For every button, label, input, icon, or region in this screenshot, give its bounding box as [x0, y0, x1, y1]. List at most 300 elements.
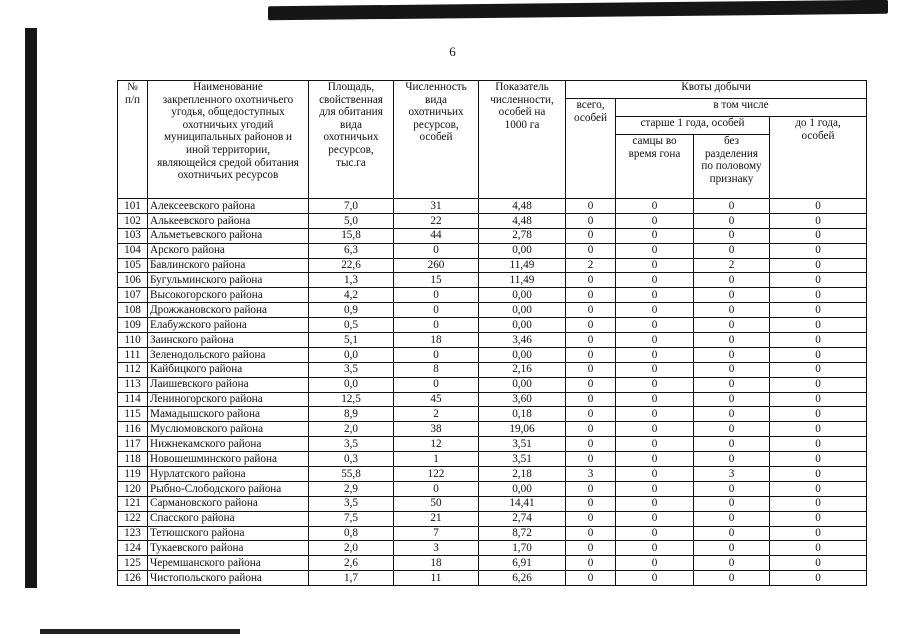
table-row	[118, 481, 867, 496]
quota-young: 0	[770, 213, 867, 228]
header-density	[479, 81, 566, 199]
header-line: особей на	[498, 106, 546, 119]
header-line: охотничьих ресурсов	[177, 169, 279, 182]
header-line: охотничьих	[323, 131, 379, 144]
quota-no-sex: 0	[694, 496, 770, 511]
quota-males: 0	[616, 481, 694, 496]
population-count: 38	[394, 422, 479, 437]
row-number: 123	[118, 526, 148, 541]
quota-young: 0	[770, 526, 867, 541]
population-count: 18	[394, 333, 479, 348]
quota-young: 0	[770, 556, 867, 571]
quota-males: 0	[616, 243, 694, 258]
table-row	[118, 511, 867, 526]
density-value: 4,48	[479, 213, 566, 228]
scan-edge-bottom	[40, 629, 240, 634]
quota-no-sex: 0	[694, 392, 770, 407]
row-number: 102	[118, 213, 148, 228]
quota-young: 0	[770, 288, 867, 303]
quota-no-sex: 0	[694, 452, 770, 467]
header-line: для обитания	[319, 106, 383, 119]
header-count	[394, 81, 479, 199]
table-row	[118, 243, 867, 258]
quota-males: 0	[616, 556, 694, 571]
quota-total: 0	[566, 496, 616, 511]
table-row	[118, 541, 867, 556]
row-number: 118	[118, 452, 148, 467]
table-row	[118, 199, 867, 214]
quota-total: 0	[566, 407, 616, 422]
quota-young: 0	[770, 511, 867, 526]
district-name: Алькеевского района	[148, 213, 309, 228]
header-line: угодья, общедоступных	[171, 106, 285, 119]
density-value: 2,16	[479, 362, 566, 377]
quota-total: 0	[566, 571, 616, 586]
area-value: 7,0	[309, 199, 394, 214]
population-count: 0	[394, 377, 479, 392]
quota-males: 0	[616, 407, 694, 422]
table-row	[118, 377, 867, 392]
district-name: Тетюшского района	[148, 526, 309, 541]
header-line: всего,	[576, 99, 605, 111]
district-name: Сармановского района	[148, 496, 309, 511]
density-value: 0,00	[479, 318, 566, 333]
table-row	[118, 303, 867, 318]
population-count: 260	[394, 258, 479, 273]
header-line: вида	[340, 118, 362, 131]
row-number: 114	[118, 392, 148, 407]
quota-males: 0	[616, 541, 694, 556]
quota-young: 0	[770, 392, 867, 407]
header-line: свойственная	[319, 93, 383, 106]
density-value: 2,18	[479, 467, 566, 482]
area-value: 0,9	[309, 303, 394, 318]
area-value: 2,0	[309, 422, 394, 437]
quota-males: 0	[616, 303, 694, 318]
quota-young: 0	[770, 481, 867, 496]
quota-total: 0	[566, 556, 616, 571]
quota-males: 0	[616, 526, 694, 541]
density-value: 3,51	[479, 437, 566, 452]
population-count: 22	[394, 213, 479, 228]
district-name: Нижнекамского района	[148, 437, 309, 452]
scan-edge-left	[25, 28, 37, 588]
area-value: 6,3	[309, 243, 394, 258]
row-number: 105	[118, 258, 148, 273]
header-line: разделения	[704, 147, 759, 160]
area-value: 0,0	[309, 377, 394, 392]
quota-males: 0	[616, 258, 694, 273]
quota-no-sex: 0	[694, 228, 770, 243]
quota-males: 0	[616, 228, 694, 243]
district-name: Елабужского района	[148, 318, 309, 333]
header-line: Наименование	[193, 81, 263, 93]
quota-males: 0	[616, 199, 694, 214]
header-older: старше 1 года, особей	[616, 117, 770, 135]
header-total	[566, 99, 616, 199]
density-value: 6,26	[479, 571, 566, 586]
header-line: без	[723, 135, 740, 147]
row-number: 115	[118, 407, 148, 422]
row-number: 122	[118, 511, 148, 526]
table-row	[118, 362, 867, 377]
area-value: 0,0	[309, 347, 394, 362]
table-row	[118, 228, 867, 243]
quota-young: 0	[770, 258, 867, 273]
row-number: 120	[118, 481, 148, 496]
quota-young: 0	[770, 541, 867, 556]
quota-no-sex: 0	[694, 199, 770, 214]
district-name: Дрожжановского района	[148, 303, 309, 318]
district-name: Рыбно-Слободского района	[148, 481, 309, 496]
quota-total: 0	[566, 199, 616, 214]
row-number: 109	[118, 318, 148, 333]
population-count: 3	[394, 541, 479, 556]
row-number: 121	[118, 496, 148, 511]
population-count: 15	[394, 273, 479, 288]
quota-males: 0	[616, 288, 694, 303]
district-name: Чистопольского района	[148, 571, 309, 586]
quota-males: 0	[616, 392, 694, 407]
quota-young: 0	[770, 303, 867, 318]
row-number: 103	[118, 228, 148, 243]
quota-total: 0	[566, 392, 616, 407]
density-value: 11,49	[479, 273, 566, 288]
population-count: 11	[394, 571, 479, 586]
quota-young: 0	[770, 437, 867, 452]
population-count: 122	[394, 467, 479, 482]
quota-total: 0	[566, 333, 616, 348]
quota-no-sex: 0	[694, 511, 770, 526]
row-number: 107	[118, 288, 148, 303]
quota-total: 0	[566, 288, 616, 303]
population-count: 2	[394, 407, 479, 422]
density-value: 1,70	[479, 541, 566, 556]
table-row	[118, 213, 867, 228]
table-row	[118, 437, 867, 452]
district-name: Заинского района	[148, 333, 309, 348]
header-including: в том числе	[616, 99, 867, 117]
header-line: признаку	[709, 172, 754, 185]
header-males	[616, 135, 694, 199]
density-value: 3,51	[479, 452, 566, 467]
population-count: 18	[394, 556, 479, 571]
density-value: 3,60	[479, 392, 566, 407]
quota-males: 0	[616, 362, 694, 377]
quota-no-sex: 0	[694, 347, 770, 362]
quota-no-sex: 0	[694, 481, 770, 496]
district-name: Новошешминского района	[148, 452, 309, 467]
quota-total: 0	[566, 422, 616, 437]
quota-young: 0	[770, 496, 867, 511]
table-row	[118, 407, 867, 422]
quota-young: 0	[770, 362, 867, 377]
row-number: 111	[118, 347, 148, 362]
area-value: 0,5	[309, 318, 394, 333]
density-value: 0,00	[479, 243, 566, 258]
header-line: до 1 года,	[795, 117, 841, 129]
quota-young: 0	[770, 377, 867, 392]
quota-no-sex: 3	[694, 467, 770, 482]
table-row	[118, 273, 867, 288]
population-count: 0	[394, 318, 479, 333]
quota-total: 0	[566, 243, 616, 258]
density-value: 0,00	[479, 481, 566, 496]
district-name: Лениногорского района	[148, 392, 309, 407]
header-line: Численность	[405, 81, 467, 93]
header-line: п/п	[124, 93, 141, 106]
page-number: 6	[449, 44, 456, 59]
population-count: 12	[394, 437, 479, 452]
quota-males: 0	[616, 318, 694, 333]
quota-males: 0	[616, 437, 694, 452]
header-line: №	[127, 81, 138, 93]
population-count: 44	[394, 228, 479, 243]
quota-no-sex: 0	[694, 273, 770, 288]
district-name: Муслюмовского района	[148, 422, 309, 437]
row-number: 101	[118, 199, 148, 214]
density-value: 8,72	[479, 526, 566, 541]
header-line: по половому	[701, 160, 762, 173]
district-name: Зеленодольского района	[148, 347, 309, 362]
population-count: 0	[394, 243, 479, 258]
district-name: Лаишевского района	[148, 377, 309, 392]
area-value: 8,9	[309, 407, 394, 422]
table-row	[118, 258, 867, 273]
row-number: 112	[118, 362, 148, 377]
area-value: 2,6	[309, 556, 394, 571]
quota-young: 0	[770, 407, 867, 422]
area-value: 3,5	[309, 362, 394, 377]
district-name: Бавлинского района	[148, 258, 309, 273]
quota-total: 3	[566, 467, 616, 482]
quota-males: 0	[616, 213, 694, 228]
row-number: 104	[118, 243, 148, 258]
row-number: 125	[118, 556, 148, 571]
quota-total: 0	[566, 303, 616, 318]
area-value: 3,5	[309, 496, 394, 511]
area-value: 5,0	[309, 213, 394, 228]
quota-males: 0	[616, 571, 694, 586]
density-value: 2,74	[479, 511, 566, 526]
header-line: являющейся средой обитания	[157, 156, 299, 169]
header-line: охотничьих	[408, 106, 464, 119]
density-value: 0,00	[479, 288, 566, 303]
area-value: 4,2	[309, 288, 394, 303]
quota-no-sex: 0	[694, 288, 770, 303]
row-number: 126	[118, 571, 148, 586]
density-value: 0,18	[479, 407, 566, 422]
header-line: особей	[801, 129, 835, 142]
district-name: Арского района	[148, 243, 309, 258]
quota-males: 0	[616, 333, 694, 348]
quota-young: 0	[770, 228, 867, 243]
header-line: Площадь,	[327, 81, 375, 93]
density-value: 14,41	[479, 496, 566, 511]
header-line: ресурсов,	[328, 143, 374, 156]
quota-males: 0	[616, 511, 694, 526]
header-line: время гона	[628, 147, 681, 160]
quota-total: 0	[566, 452, 616, 467]
quota-total: 0	[566, 347, 616, 362]
quota-total: 0	[566, 362, 616, 377]
density-value: 0,00	[479, 377, 566, 392]
quota-total: 0	[566, 273, 616, 288]
scan-edge-top	[268, 0, 888, 20]
quota-young: 0	[770, 571, 867, 586]
population-count: 0	[394, 347, 479, 362]
density-value: 19,06	[479, 422, 566, 437]
quota-no-sex: 2	[694, 258, 770, 273]
table-row	[118, 288, 867, 303]
population-count: 45	[394, 392, 479, 407]
quota-total: 0	[566, 437, 616, 452]
quota-no-sex: 0	[694, 318, 770, 333]
area-value: 15,8	[309, 228, 394, 243]
header-name	[148, 81, 309, 199]
quota-males: 0	[616, 273, 694, 288]
area-value: 0,8	[309, 526, 394, 541]
density-value: 2,78	[479, 228, 566, 243]
header-young	[770, 117, 867, 199]
table-row	[118, 571, 867, 586]
population-count: 0	[394, 481, 479, 496]
district-name: Черемшанского района	[148, 556, 309, 571]
quota-total: 0	[566, 481, 616, 496]
district-name: Высокогорского района	[148, 288, 309, 303]
row-number: 113	[118, 377, 148, 392]
quota-males: 0	[616, 496, 694, 511]
row-number: 108	[118, 303, 148, 318]
row-number: 116	[118, 422, 148, 437]
population-count: 1	[394, 452, 479, 467]
header-line: самцы во	[632, 135, 677, 147]
density-value: 3,46	[479, 333, 566, 348]
area-value: 1,3	[309, 273, 394, 288]
district-name: Алексеевского района	[148, 199, 309, 214]
density-value: 0,00	[479, 303, 566, 318]
table-row	[118, 392, 867, 407]
table-row	[118, 333, 867, 348]
area-value: 12,5	[309, 392, 394, 407]
header-no-sex	[694, 135, 770, 199]
quota-young: 0	[770, 199, 867, 214]
area-value: 5,1	[309, 333, 394, 348]
quota-young: 0	[770, 243, 867, 258]
quota-total: 0	[566, 541, 616, 556]
row-number: 110	[118, 333, 148, 348]
area-value: 0,3	[309, 452, 394, 467]
quota-young: 0	[770, 273, 867, 288]
table-row	[118, 467, 867, 482]
quota-no-sex: 0	[694, 213, 770, 228]
district-name: Альметьевского района	[148, 228, 309, 243]
area-value: 22,6	[309, 258, 394, 273]
area-value: 3,5	[309, 437, 394, 452]
quota-no-sex: 0	[694, 333, 770, 348]
header-line: тыс.га	[336, 156, 366, 169]
quota-young: 0	[770, 422, 867, 437]
quota-total: 0	[566, 511, 616, 526]
density-value: 11,49	[479, 258, 566, 273]
area-value: 7,5	[309, 511, 394, 526]
quota-males: 0	[616, 452, 694, 467]
row-number: 106	[118, 273, 148, 288]
table-row	[118, 422, 867, 437]
population-count: 0	[394, 303, 479, 318]
quota-no-sex: 0	[694, 377, 770, 392]
header-quotas: Квоты добычи	[566, 81, 867, 99]
quota-total: 0	[566, 318, 616, 333]
population-count: 8	[394, 362, 479, 377]
population-count: 50	[394, 496, 479, 511]
quota-young: 0	[770, 333, 867, 348]
area-value: 2,0	[309, 541, 394, 556]
table-row	[118, 496, 867, 511]
quota-no-sex: 0	[694, 407, 770, 422]
header-line: вида	[425, 93, 447, 106]
row-number: 117	[118, 437, 148, 452]
quota-young: 0	[770, 318, 867, 333]
quota-total: 0	[566, 228, 616, 243]
row-number: 124	[118, 541, 148, 556]
header-line: численности,	[490, 93, 554, 106]
header-area	[309, 81, 394, 199]
row-number: 119	[118, 467, 148, 482]
header-line: охотничьих угодий	[182, 118, 274, 131]
quota-young: 0	[770, 467, 867, 482]
district-name: Спасского района	[148, 511, 309, 526]
table-row	[118, 347, 867, 362]
header-line: иной территории,	[185, 143, 271, 156]
quota-no-sex: 0	[694, 571, 770, 586]
quota-total: 0	[566, 526, 616, 541]
header-line: Показатель	[495, 81, 549, 93]
header-line: 1000 га	[504, 118, 540, 131]
quota-no-sex: 0	[694, 243, 770, 258]
population-count: 31	[394, 199, 479, 214]
district-name: Нурлатского района	[148, 467, 309, 482]
header-line: ресурсов,	[413, 118, 459, 131]
quota-total: 0	[566, 213, 616, 228]
quota-total: 0	[566, 377, 616, 392]
area-value: 1,7	[309, 571, 394, 586]
table-row	[118, 318, 867, 333]
area-value: 55,8	[309, 467, 394, 482]
quota-no-sex: 0	[694, 422, 770, 437]
header-line: особей	[419, 131, 453, 144]
quota-young: 0	[770, 347, 867, 362]
district-name: Тукаевского района	[148, 541, 309, 556]
quota-males: 0	[616, 377, 694, 392]
hunting-quota-table	[117, 80, 867, 586]
quota-no-sex: 0	[694, 541, 770, 556]
density-value: 6,91	[479, 556, 566, 571]
district-name: Бугульминского района	[148, 273, 309, 288]
table-row	[118, 556, 867, 571]
density-value: 0,00	[479, 347, 566, 362]
quota-no-sex: 0	[694, 362, 770, 377]
population-count: 21	[394, 511, 479, 526]
table-row	[118, 452, 867, 467]
population-count: 0	[394, 288, 479, 303]
quota-no-sex: 0	[694, 303, 770, 318]
quota-males: 0	[616, 467, 694, 482]
header-line: особей	[574, 111, 607, 124]
table-row	[118, 526, 867, 541]
quota-no-sex: 0	[694, 526, 770, 541]
density-value: 4,48	[479, 199, 566, 214]
